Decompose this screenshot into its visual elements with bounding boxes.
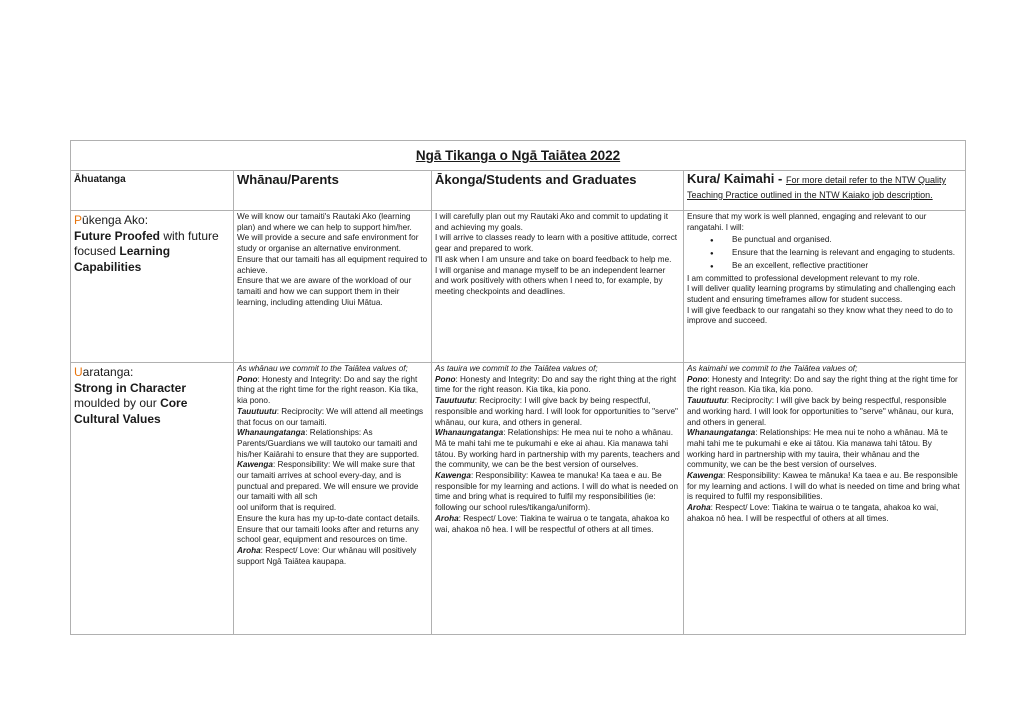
value-label: Whanaungatanga xyxy=(687,428,756,438)
value-text: : Responsibility: Kawea te mānuka! Ka taea e au. Be responsible for my learning and actions. I will do what is needed on time and bring what is required to fulfil my responsibilities. xyxy=(687,471,960,502)
value-text: ool uniform that is required. xyxy=(237,503,337,513)
value-text: : Relationships: He mea nui te noho a whānau. Mā te mahi tahi me te pukumahi e eke ai ahau. Kia manawa tahi tātou. By working hard in partnership with my parents, teachers and the community, we can be the best version of ourselves. xyxy=(435,428,680,470)
value-item xyxy=(237,546,428,567)
value-item xyxy=(435,471,680,514)
value-text: : Respect/ Love: Tiakina te wairua o te tangata, ahakoa ko wai, ahakoa nō hea. I will be respectful of others at all times. xyxy=(687,503,939,523)
value-item xyxy=(687,471,962,503)
value-text: : Respect/ Love: Our whānau will positively support Ngā Taiātea kaupapa. xyxy=(237,545,417,566)
row1-mid: with future focused xyxy=(74,228,219,258)
row1-parents-line: We will know our tamaiti's Rautaki Ako (learning plan) and where we can help to support him/her. xyxy=(237,212,412,232)
value-text: Ensure that our tamaiti looks after and returns any school gear, equipment and resources on time. xyxy=(237,524,419,545)
row1-students-line: I will organise and manage myself to be an independent learner and work positively with others when I need to, for example, by meeting checkpoints and deadlines. xyxy=(435,265,666,296)
value-label: Aroha xyxy=(687,503,711,513)
row1-staff xyxy=(684,211,965,362)
row2-bold1: Strong in Character xyxy=(74,380,187,395)
row2-students xyxy=(432,363,684,634)
row2-parents-intro: As whānau we commit to the Taiātea values of; xyxy=(237,364,408,373)
values-table xyxy=(70,140,966,635)
row2-students-intro: As tauira we commit to the Taiātea values of; xyxy=(435,364,598,373)
value-item xyxy=(237,407,428,428)
value-item xyxy=(687,375,962,396)
list-item: ● Ensure that the learning is relevant and engaging to students. xyxy=(687,248,962,259)
row1-heading xyxy=(71,211,234,362)
value-item xyxy=(687,396,962,428)
value-label: Pono xyxy=(435,374,456,384)
header-staff xyxy=(684,171,965,210)
row1-students-line: I will carefully plan out my Rautaki Ako and commit to updating it and achieving my goals. xyxy=(435,212,668,232)
value-item xyxy=(435,375,680,396)
row1-staff-line: I am committed to professional development relevant to my role. xyxy=(687,273,920,283)
header-staff-note: For more detail refer to the NTW Quality Teaching Practice outlined in the NTW Kaiako job description. xyxy=(687,175,947,200)
header-parents: Whānau/Parents xyxy=(234,171,432,210)
value-label: Tauutuutu xyxy=(687,396,727,406)
value-label: Kawenga xyxy=(237,460,273,470)
value-text: : Honesty and Integrity: Do and say the right thing at the right time for the right reason. Kia tika, kia pono. xyxy=(435,374,677,395)
value-item xyxy=(435,428,680,471)
header-row xyxy=(71,171,965,211)
value-text: : Reciprocity: I will give back by being respectful, responsible and working hard. I will look for opportunities to "serve" whānau, our kura, and others in general. xyxy=(435,396,678,427)
value-text: : Responsibility: Kawea te manuka! Ka taea e au. Be responsible for my learning and actions. I will do what is needed on time and bring what is required to fulfil my responsibilities (ie: following our school rules/tikanga/uniform). xyxy=(435,471,679,513)
row2-staff xyxy=(684,363,965,634)
value-label: Pono xyxy=(237,374,258,384)
value-item xyxy=(237,460,428,503)
value-text: Ensure the kura has my up-to-date contact details. xyxy=(237,513,420,523)
row1-parents-line: We will provide a secure and safe environment for study or organise an alternative environment. xyxy=(237,233,419,254)
value-label: Whanaungatanga xyxy=(237,428,306,438)
row2-initial: U xyxy=(74,365,83,379)
row1-bold1: Future Proofed xyxy=(74,228,160,243)
row2-bold2: Core Cultural Values xyxy=(74,396,188,426)
value-text: : Responsibility: We will make sure that our tamaiti arrives at school every-day, and is punctual and prepared. We will ensure we provide our tamaiti with all sch xyxy=(237,460,419,502)
header-students: Ākonga/Students and Graduates xyxy=(432,171,684,210)
value-label: Whanaungatanga xyxy=(435,428,504,438)
row-pukenga-ako xyxy=(71,211,965,363)
row1-initial: P xyxy=(74,213,83,227)
value-label: Kawenga xyxy=(435,471,471,481)
value-item xyxy=(687,428,962,471)
row1-staff-line: I will deliver quality learning programs by stimulating and challenging each student and ensuring timeframes allow for student success. xyxy=(687,284,956,304)
row1-parents-line: Ensure that our tamaiti has all equipment required to achieve. xyxy=(237,254,428,275)
row2-heading-rest: aratanga: xyxy=(82,365,134,379)
list-item: ● Be an excellent, reflective practitioner xyxy=(687,261,962,272)
row1-parents xyxy=(234,211,432,362)
value-label: Kawenga xyxy=(687,471,723,481)
row2-mid: moulded by our xyxy=(74,396,161,410)
header-ahuatanga: Āhuatanga xyxy=(71,171,234,210)
row1-students xyxy=(432,211,684,362)
header-staff-title: Kura/ Kaimahi - xyxy=(687,171,786,186)
value-item xyxy=(435,514,680,535)
value-item xyxy=(687,503,962,524)
row1-bold2: Learning Capabilities xyxy=(74,244,171,274)
row1-parents-line: Ensure that we are aware of the workload of our tamaiti and how we can support them in their learning, including attending Uiui Mātua. xyxy=(237,276,412,307)
value-label: Aroha xyxy=(435,513,459,523)
value-label: Tauutuutu xyxy=(237,406,277,416)
value-label: Aroha xyxy=(237,545,261,555)
row2-heading xyxy=(71,363,234,634)
row2-staff-intro: As kaimahi we commit to the Taiātea values of; xyxy=(687,364,858,373)
row1-staff-bullets xyxy=(687,235,962,271)
value-item xyxy=(435,396,680,428)
value-label: Tauutuutu xyxy=(435,396,475,406)
row1-students-line: I'll ask when I am unsure and take on board feedback to help me. xyxy=(435,254,672,264)
table-title: Ngā Tikanga o Ngā Taiātea 2022 xyxy=(71,141,965,171)
value-text: : Honesty and Integrity: Do and say the right thing at the right time for the right reason. Kia tika, kia pono. xyxy=(237,374,419,406)
value-item xyxy=(237,514,428,525)
value-item xyxy=(237,503,428,514)
value-text: : Reciprocity: I will give back by being respectful, responsible and working hard. I will look for opportunities to "serve" whānau, our kura, and others in general. xyxy=(687,396,954,427)
value-text: : Reciprocity: We will attend all meetings that focus on our tamaiti. xyxy=(237,406,424,427)
row1-staff-line: I will give feedback to our rangatahi so they know what they need to do to improve and succeed. xyxy=(687,305,953,326)
value-text: : Relationships: As Parents/Guardians we will tautoko our tamaiti and his/her Kaiārahi to ensure that they are supported. xyxy=(237,428,420,459)
value-item xyxy=(237,428,428,460)
row1-heading-rest: ūkenga Ako: xyxy=(82,213,149,227)
value-text: : Relationships: He mea nui te noho a whānau. Mā te mahi tahi me te pukumahi e eke ai tātou. Kia manawa tahi tātou. By working hard in partnership with my tauira, their whānau and the community, we can be the best version of ourselves. xyxy=(687,428,948,470)
row2-parents xyxy=(234,363,432,634)
list-item: ● Be punctual and organised. xyxy=(687,235,962,246)
value-text: : Respect/ Love: Tiakina te wairua o te tangata, ahakoa ko wai, ahakoa nō hea. I will be respectful of others at all times. xyxy=(435,513,670,534)
value-text: : Honesty and Integrity: Do and say the right thing at the right time for the right reason. Kia tika, kia pono. xyxy=(687,374,958,395)
row1-staff-intro: Ensure that my work is well planned, engaging and relevant to our rangatahi. I will: xyxy=(687,212,927,232)
value-item xyxy=(237,375,428,407)
row1-students-line: I will arrive to classes ready to learn with a positive attitude, correct gear and prepared to work. xyxy=(435,233,678,254)
value-label: Pono xyxy=(687,374,708,384)
value-item xyxy=(237,525,428,546)
row-uaratanga xyxy=(71,363,965,634)
